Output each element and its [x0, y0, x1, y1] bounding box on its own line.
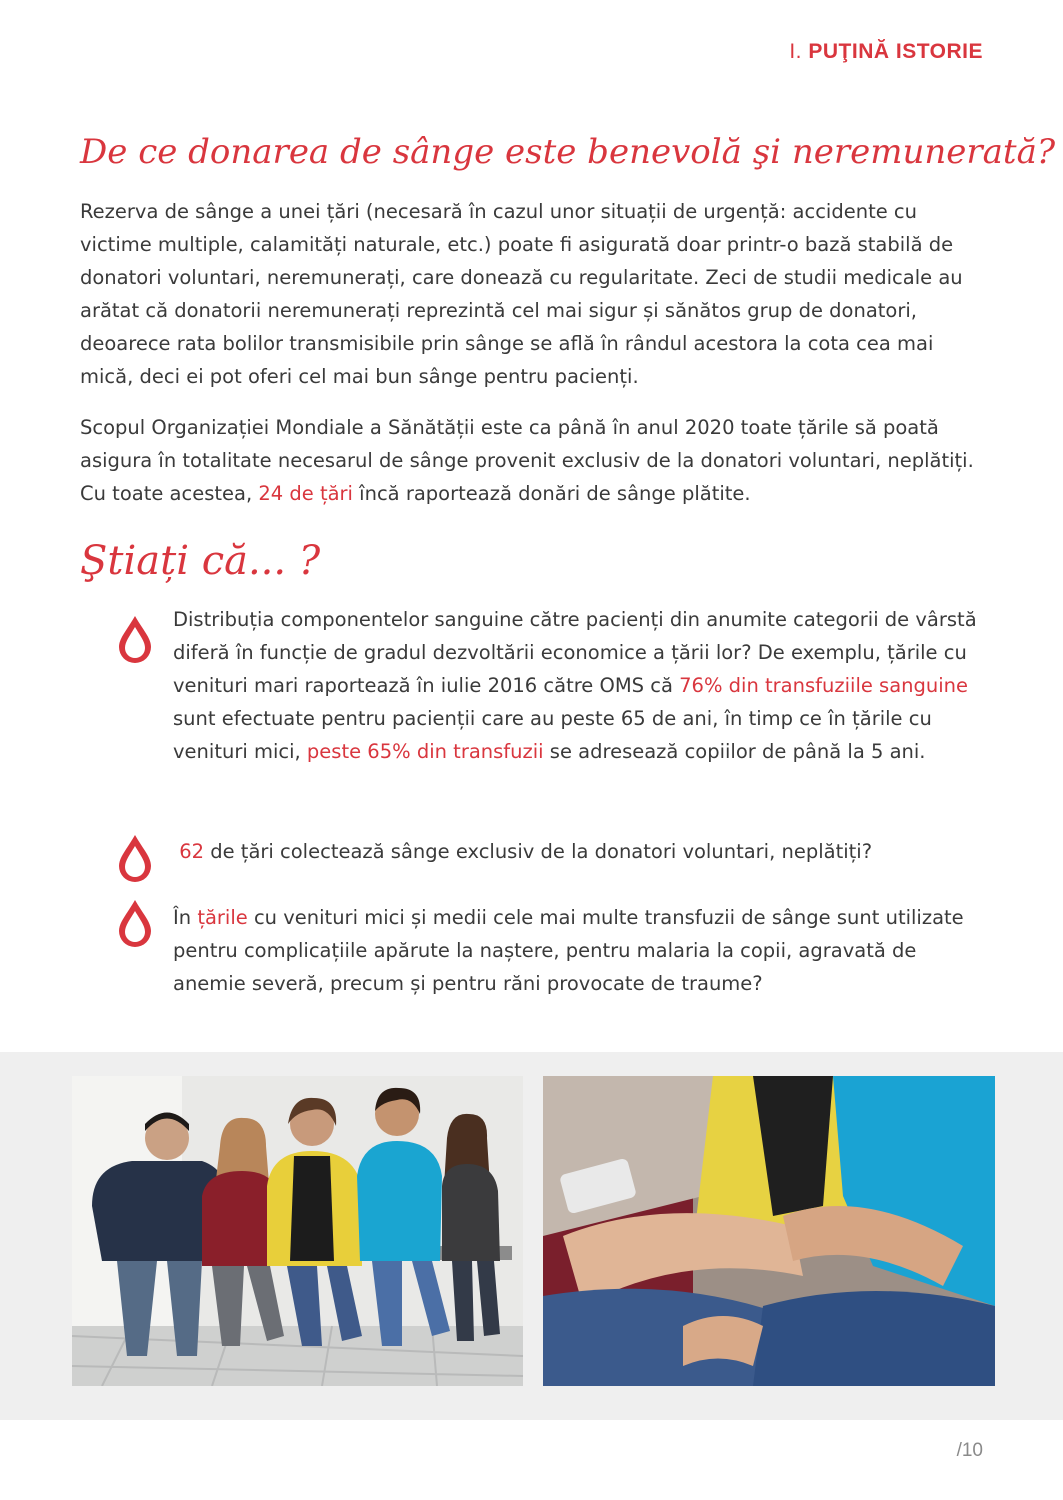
fact-transfusion-uses: [173, 901, 988, 1000]
photo-donors-closeup: [543, 1076, 995, 1386]
fact-text: de țări colectează sânge exclusiv de la donatori voluntari, neplătiți?: [204, 840, 873, 863]
section-title: PUŢINĂ ISTORIE: [808, 40, 983, 63]
blood-drop-icon: [117, 898, 153, 948]
fact-highlight: 62: [179, 840, 205, 863]
blood-drop-icon: [117, 833, 153, 883]
section-number: I.: [789, 40, 803, 63]
section-header: [789, 40, 983, 64]
paragraph-blood-reserve: Rezerva de sânge a unei țări (necesară în cazul unor situații de urgență: accidente cu victime multiple, calamități naturale, etc.) poate fi asigurată doar printr-o bază stabilă de donatori voluntari, neremunerați, care donează cu regularitate. Zeci de studii medicale au arătat că donatorii neremunerați reprezintă cel mai sigur și sănătos grup de donatori, deoarece rata bolilor transmisibile prin sânge se află în rândul acestora la cota cea mai mică, deci ei pot oferi cel mai bun sânge pentru pacienți.: [80, 200, 963, 388]
highlight-countries: 24 de țări: [258, 482, 353, 505]
paragraph-text: Scopul Organizației Mondiale a Sănătății este ca până în anul 2020 toate țările să poată asigura în totalitate necesarul de sânge provenit exclusiv de la donatori voluntari, neplătiți. Cu toate acestea,: [80, 416, 974, 505]
heading-donation: De ce donarea de sânge este benevolă şi neremunerată?: [80, 132, 1056, 172]
fact-text: Distribuția componentelor sanguine către pacienți din anumite categorii de vârstă diferă în funcție de gradul dezvoltării economice a țării lor? De exemplu, țările cu venituri mari raportează în iulie 2016 către OMS că: [173, 608, 977, 697]
fact-highlight: țările: [197, 906, 248, 929]
paragraph-text: încă raportează donări de sânge plătite.: [352, 482, 751, 505]
paragraph-who-goal: [80, 411, 980, 510]
heading-did-you-know: Ştiați că... ?: [80, 538, 321, 584]
fact-highlight: 76% din transfuziile sanguine: [679, 674, 969, 697]
fact-text: cu venituri mici și medii cele mai multe transfuzii de sânge sunt utilizate pentru complicațiile apărute la naștere, pentru malaria la copii, agravată de anemie severă, precum și pentru răni provocate de traume?: [173, 906, 964, 995]
fact-text: sunt efectuate pentru pacienții care au peste 65 de ani, în timp ce în țările cu venituri mici,: [173, 707, 932, 763]
photo-donors-group: [72, 1076, 523, 1386]
blood-drop-icon: [117, 614, 153, 664]
fact-highlight: peste 65% din transfuzii: [306, 740, 544, 763]
fact-text: se adresează copiilor de până la 5 ani.: [543, 740, 926, 763]
fact-component-distribution: [173, 603, 988, 768]
fact-voluntary-countries: [173, 835, 988, 868]
fact-text: În: [173, 906, 198, 929]
page-number: /10: [956, 1440, 983, 1461]
